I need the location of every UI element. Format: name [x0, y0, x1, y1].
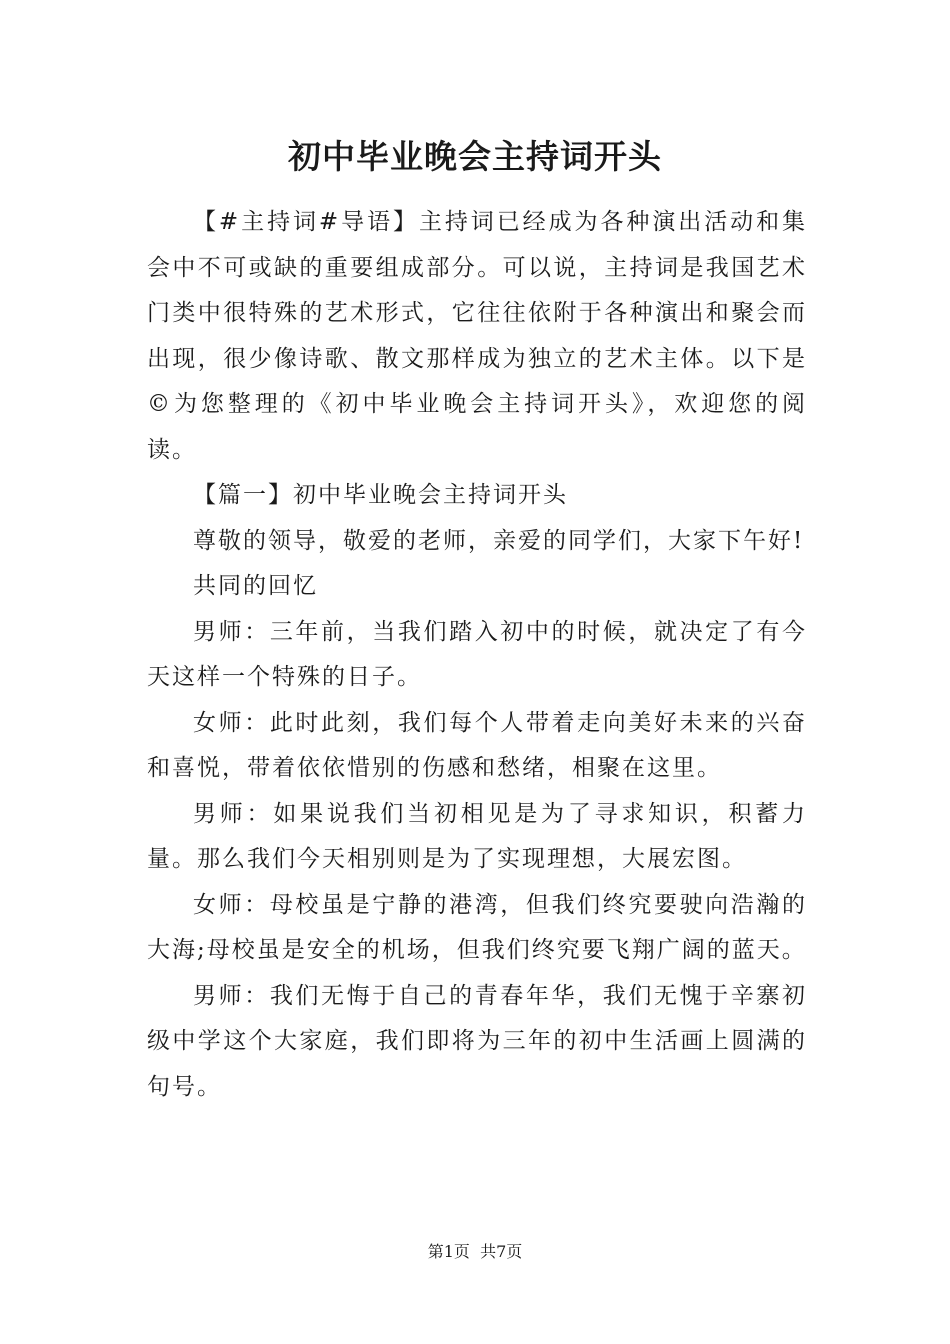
page-total: 共7页 [480, 1242, 523, 1261]
paragraph-dialogue: 男师：我们无悔于自己的青春年华，我们无愧于辛寨初级中学这个大家庭，我们即将为三年的初中生活画上圆满的句号。 [147, 982, 807, 1100]
document-body [147, 200, 807, 1110]
paragraph-dialogue: 女师：母校虽是宁静的港湾，但我们终究要驶向浩瀚的大海;母校虽是安全的机场，但我们终究要飞翔广阔的蓝天。 [147, 891, 807, 963]
page-title: 初中毕业晚会主持词开头 [288, 137, 662, 176]
paragraph-dialogue: 女师：此时此刻，我们每个人带着走向美好未来的兴奋和喜悦，带着依依惜别的伤感和愁绪，相聚在这里。 [147, 709, 807, 781]
page-number: 第1页 [427, 1242, 470, 1261]
paragraph-intro: 【#主持词#导语】主持词已经成为各种演出活动和集会中不可或缺的重要组成部分。可以说，主持词是我国艺术门类中很特殊的艺术形式，它往往依附于各种演出和聚会而出现，很少像诗歌、散文那样成为独立的艺术主体。以下是©为您整理的《初中毕业晚会主持词开头》，欢迎您的阅读。 [147, 209, 807, 463]
page-footer [0, 1240, 950, 1264]
section-heading: 【篇一】初中毕业晚会主持词开头 [193, 482, 568, 508]
paragraph-dialogue: 男师：三年前，当我们踏入初中的时候，就决定了有今天这样一个特殊的日子。 [147, 618, 807, 690]
paragraph-greeting: 尊敬的领导，敬爱的老师，亲爱的同学们，大家下午好! [193, 527, 805, 554]
paragraph-dialogue: 男师：如果说我们当初相见是为了寻求知识，积蓄力量。那么我们今天相别则是为了实现理想，大展宏图。 [147, 800, 807, 872]
subsection-heading: 共同的回忆 [193, 573, 318, 599]
